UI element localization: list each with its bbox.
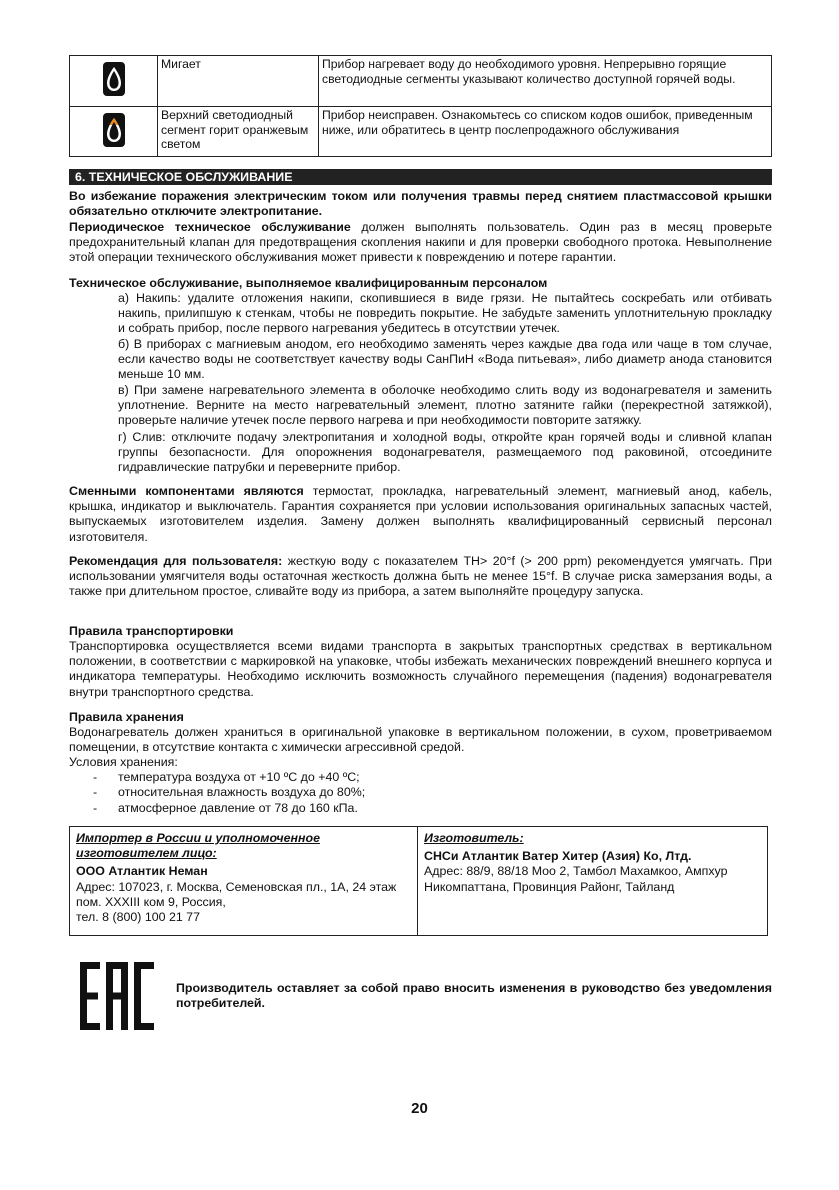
indicator-status-table [69, 55, 772, 157]
recommend-bold: Рекомендация для пользователя: [69, 554, 283, 568]
item-a: а) Накипь: удалите отложения накипи, скопившиеся в виде грязи. Не пытайтесь соскребать или отбивать накипь, прилипшую к стенкам, чтобы не повредить покрытие. Не забудьте заменить уплотнительную прокладку и собрать прибор, после первого нагревания убедитесь в отсутствии утечек. [118, 291, 772, 336]
importer-heading: Импортер в России и уполномоченное изготовителем лицо: [76, 831, 320, 861]
item-d: г) Слив: отключите подачу электропитания и холодной воды, откройте кран горячей воды и сливной клапан группы безопасности. Для опорожнения водонагревателя, размещаемого под раковиной, отсоедините гидравлические патрубки и переверните прибор. [118, 430, 772, 475]
importer-phone: тел. 8 (800) 100 21 77 [76, 910, 200, 925]
importer-column [70, 827, 418, 935]
qualified-heading: Техническое обслуживание, выполняемое квалифицированным персоналом [69, 276, 548, 290]
storage-text: Водонагреватель должен храниться в оригинальной упаковке в вертикальном положении, в сухом, проветриваемом помещении, в отсутствие контакта с химически агрессивной средой. [69, 725, 772, 755]
item-c: в) При замене нагревательного элемента в оболочке необходимо слить воду из водонагревателя и заменить уплотнение. Верните на место нагревательный элемент, плотно затяните гайки (перекрестной затяжкой), проверьте наличие утечек после первого нагрева и при необходимости повторите затяжку. [118, 383, 772, 428]
state-cell: Мигает [158, 56, 319, 107]
icon-cell [70, 56, 158, 107]
page-number: 20 [411, 1100, 428, 1117]
replaceable-components-paragraph [69, 484, 772, 545]
importer-name: ООО Атлантик Неман [76, 864, 208, 879]
storage-conditions-list [69, 770, 772, 816]
importer-address: Адрес: 107023, г. Москва, Семеновская пл., 1А, 24 этаж пом. XXXIII ком 9, Россия, [76, 879, 397, 909]
storage-conditions [69, 755, 772, 816]
item-b: б) В приборах с магниевым анодом, его необходимо заменять через каждые два года или чаще в том случае, если качество воды не соответствует качеству воды СанПиН «Вода питьевая», либо диаметр анода становится меньше 10 мм. [118, 337, 772, 382]
contacts-box [69, 826, 768, 936]
list-item: - атмосферное давление от 78 до 160 кПа. [69, 801, 772, 816]
periodic-maintenance-paragraph [69, 220, 772, 266]
manufacturer-address: Адрес: 88/9, 88/18 Moo 2, Тамбол Махамкоо, Ампхур Никомпаттана, Провинция Районг, Тайланд [424, 864, 728, 894]
water-drop-icon [103, 62, 125, 96]
icon-cell [70, 107, 158, 157]
warning-text: Во избежание поражения электрическим током или получения травмы перед снятием пластмассовой крышки обязательно отключите электропитание. [69, 189, 772, 219]
table-row [70, 107, 772, 157]
transport-text: Транспортировка осуществляется всеми видами транспорта в закрытых транспортных средствах в вертикальном положении, в соответствии с маркировкой на упаковке, чтобы избежать механических повреждений внешнего корпуса и индикатора температуры. Необходимо исключить возможность случайного перемещения (падения) водонагревателя внутри транспортного средства. [69, 639, 772, 699]
storage-heading: Правила хранения [69, 710, 184, 724]
description-cell: Прибор нагревает воду до необходимого уровня. Непрерывно горящие светодиодные сегменты указывают количество доступной горячей воды. [319, 56, 772, 107]
transport-heading: Правила транспортировки [69, 624, 234, 638]
list-item: - температура воздуха от +10 ºC до +40 ºC; [69, 770, 772, 785]
recommend-text: жесткую воду с показателем TH> 20°f (> 200 ppm) рекомендуется умягчать. При использовании умягчителя воды остаточная жесткость должна быть не менее 15°f. В случае риска замерзания воды, а также при длительном простое, сливайте воду из прибора, а затем выполняйте процедуру запуска. [69, 554, 772, 599]
manufacturer-column [418, 827, 767, 935]
safety-warning [69, 189, 772, 219]
user-recommendation-paragraph [69, 554, 772, 600]
replaceable-bold: Сменными компонентами являются [69, 484, 304, 498]
disclaimer-text: Производитель оставляет за собой право вносить изменения в руководство без уведомления потребителей. [176, 981, 772, 1011]
table-row [70, 56, 772, 107]
storage-conditions-label: Условия хранения: [69, 755, 178, 769]
periodic-text: должен выполнять пользователь. Один раз в месяц проверьте предохранительный клапан для предотвращения скопления накипи и для проверки свободного протока. Невыполнение этой операции технического обслуживания может привести к повреждению и потере гарантии. [69, 220, 772, 265]
description-cell: Прибор неисправен. Ознакомьтесь со списком кодов ошибок, приведенным ниже, или обратитесь в центр послепродажного обслуживания [319, 107, 772, 157]
eac-logo [80, 962, 154, 1030]
water-drop-orange-top-icon [103, 113, 125, 147]
state-cell: Верхний светодиодный сегмент горит оранжевым светом [158, 107, 319, 157]
replaceable-text: термостат, прокладка, нагревательный элемент, магниевый анод, кабель, крышка, индикатор и выключатель. Гарантия сохраняется при условии использования оригинальных запасных частей, выпускаемых изготовителем изделия. Замену должен выполнять квалифицированный сервисный персонал изготовителя. [69, 484, 772, 544]
section-title: 6. ТЕХНИЧЕСКОЕ ОБСЛУЖИВАНИЕ [69, 169, 772, 185]
manufacturer-name: СНСи Атлантик Ватер Хитер (Азия) Ко, Лтд. [424, 849, 692, 864]
periodic-bold: Периодическое техническое обслуживание [69, 220, 351, 234]
list-item: - относительная влажность воздуха до 80%; [69, 785, 772, 800]
manufacturer-heading: Изготовитель: [424, 831, 524, 845]
